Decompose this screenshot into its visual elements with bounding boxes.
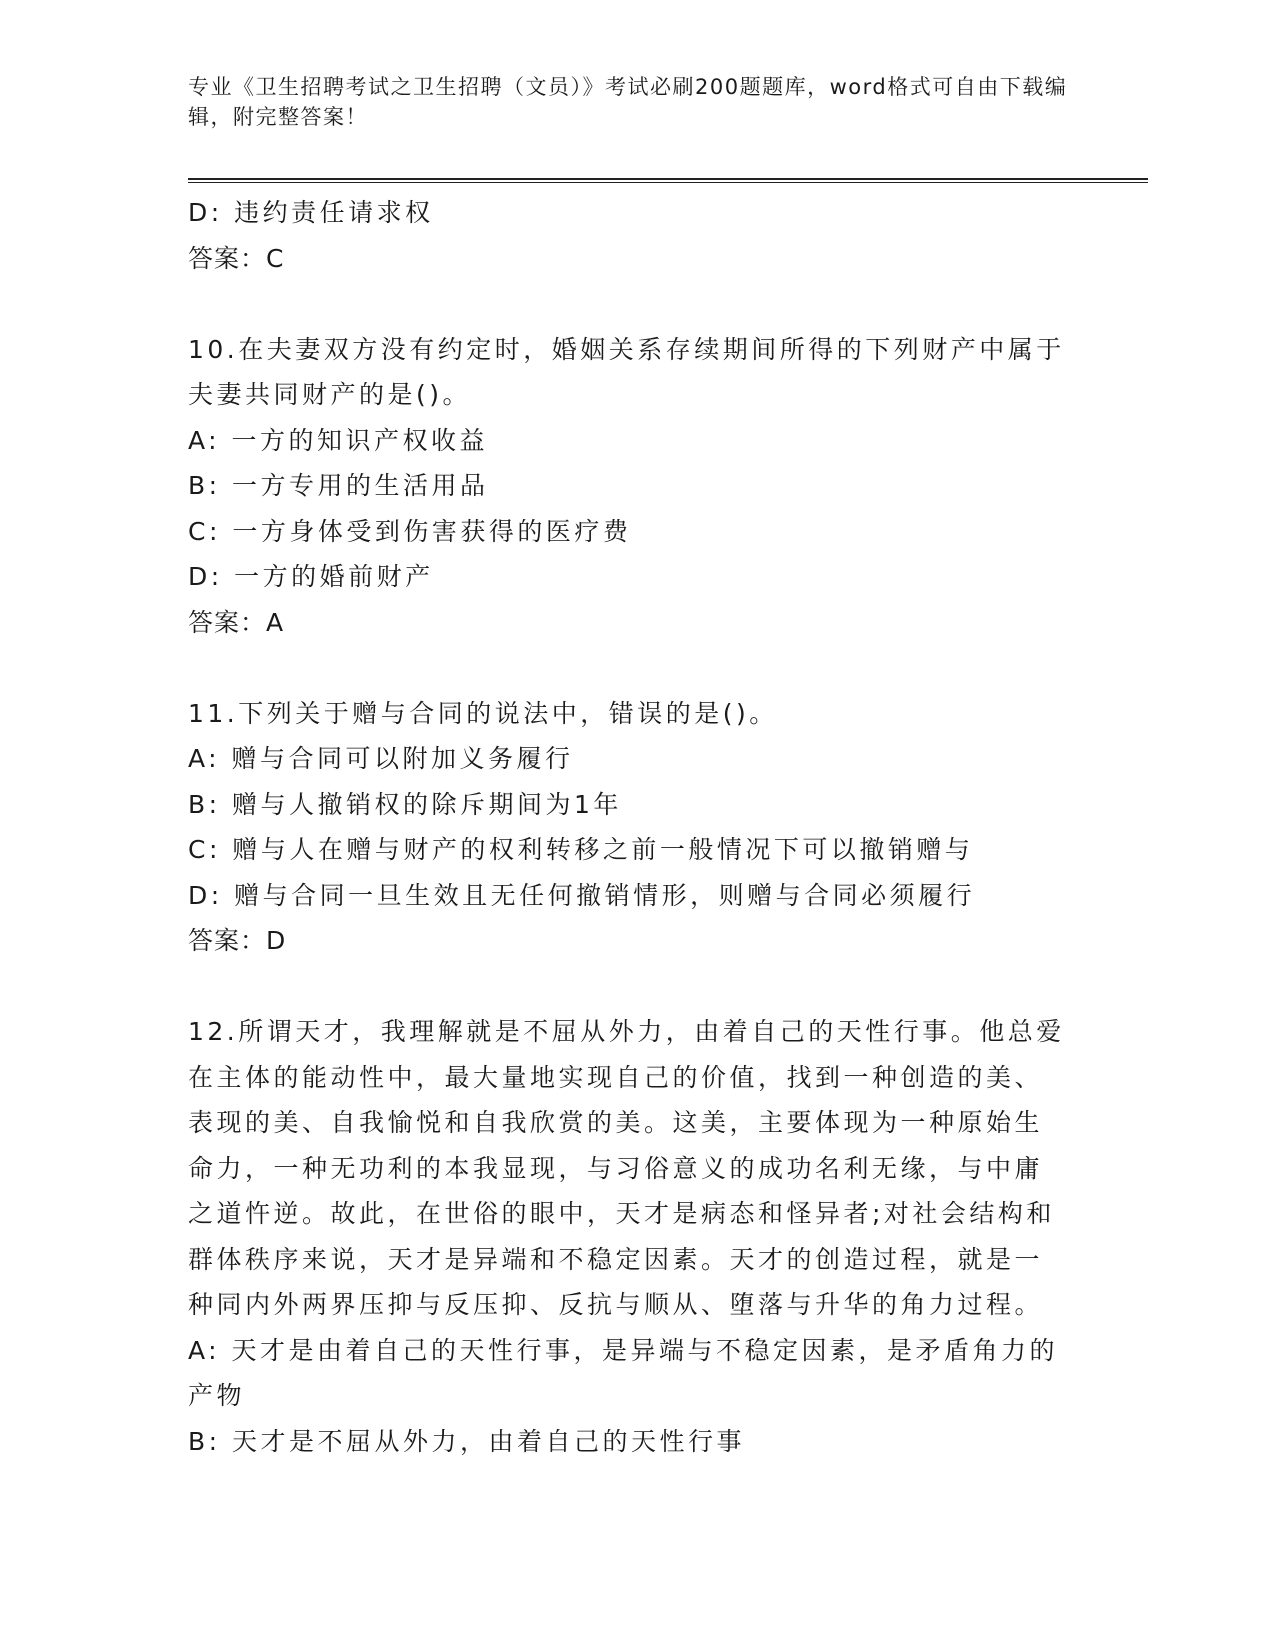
document-body (188, 190, 1068, 1464)
header-divider (188, 178, 1148, 183)
option-d: D: 赠与合同一旦生效且无任何撤销情形，则赠与合同必须履行 (188, 880, 976, 910)
option-b: B: 赠与人撤销权的除斥期间为1年 (188, 789, 622, 819)
option-a: A: 天才是由着自己的天性行事，是异端与不稳定因素，是矛盾角力的产物 (188, 1335, 1059, 1410)
option-d: D: 一方的婚前财产 (188, 562, 434, 591)
answer: 答案：A (188, 607, 285, 637)
option-c: C: 一方身体受到伤害获得的医疗费 (188, 516, 632, 546)
answer: 答案：C (188, 243, 285, 273)
spacer (188, 281, 1068, 327)
option-c: C: 赠与人在赠与财产的权利转移之前一般情况下可以撤销赠与 (188, 835, 974, 864)
question-stem: 10.在夫妻双方没有约定时，婚姻关系存续期间所得的下列财产中属于夫妻共同财产的是()。 (188, 334, 1065, 409)
spacer (188, 645, 1068, 691)
question-12 (188, 1009, 1068, 1464)
answer: 答案：D (188, 926, 287, 955)
question-stem: 12.所谓天才，我理解就是不屈从外力，由着自己的天性行事。他总爱在主体的能动性中，最大量地实现自己的价值，找到一种创造的美、表现的美、自我愉悦和自我欣赏的美。这美，主要体现为一种原始生命力，一种无功利的本我显现，与习俗意义的成功名利无缘，与中庸之道忤逆。故此，在世俗的眼中，天才是病态和怪异者;对社会结构和群体秩序来说，天才是异端和不稳定因素。天才的创造过程，就是一种同内外两界压抑与反压抑、反抗与顺从、堕落与升华的角力过程。 (188, 1017, 1065, 1319)
option-b: B: 一方专用的生活用品 (188, 471, 489, 500)
question-10 (188, 327, 1068, 646)
spacer (188, 964, 1068, 1010)
question-stem: 11.下列关于赠与合同的说法中，错误的是()。 (188, 698, 778, 728)
document-header: 专业《卫生招聘考试之卫生招聘（文员）》考试必刷200题题库，word格式可自由下载编辑，附完整答案！ (188, 75, 1068, 129)
option-a: A: 一方的知识产权收益 (188, 425, 489, 455)
question-11 (188, 691, 1068, 964)
option-d: D: 违约责任请求权 (188, 198, 434, 227)
option-a: A: 赠与合同可以附加义务履行 (188, 744, 574, 773)
option-b: B: 天才是不屈从外力，由着自己的天性行事 (188, 1426, 746, 1456)
